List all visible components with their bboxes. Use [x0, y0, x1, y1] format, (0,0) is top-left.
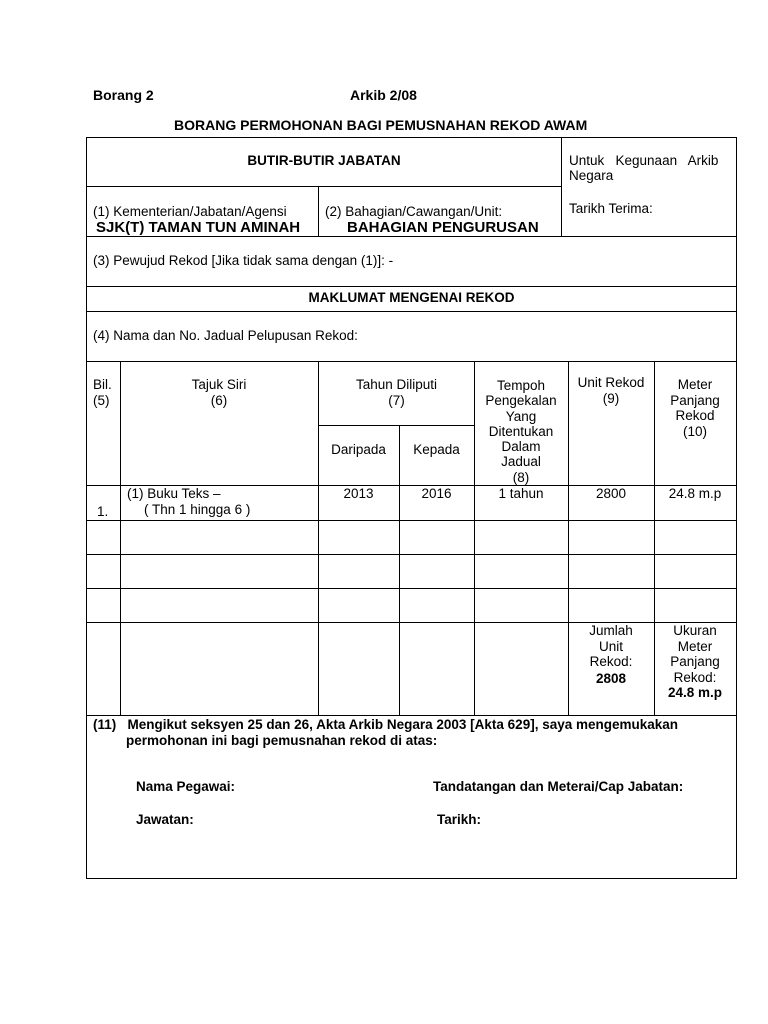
row-tajuk-line2: ( Thn 1 hingga 6 ) — [144, 502, 251, 517]
total-meter-value: 24.8 m.p — [667, 685, 723, 700]
ministry-value: SJK(T) TAMAN TUN AMINAH — [96, 219, 301, 236]
row-tempoh: 1 tahun — [498, 486, 544, 501]
header-bil: Bil. (5) — [93, 377, 112, 408]
header-daripada: Daripada — [331, 442, 386, 457]
declaration-text-cont: permohonan ini bagi pemusnahan rekod di atas: — [126, 733, 438, 748]
row-daripada: 2013 — [343, 486, 374, 501]
position-label: Jawatan: — [136, 812, 194, 827]
form-title: BORANG PERMOHONAN BAGI PEMUSNAHAN REKOD AWAM — [174, 117, 588, 133]
header-meter-panjang: Meter Panjang Rekod (10) — [670, 377, 720, 439]
received-date-label: Tarikh Terima: — [569, 201, 653, 216]
total-unit-value: 2808 — [595, 670, 627, 686]
header-tajuk-siri: Tajuk Siri (6) — [191, 377, 247, 408]
rekod-section-title: MAKLUMAT MENGENAI REKOD — [308, 290, 515, 305]
row-meter: 24.8 m.p — [668, 486, 722, 501]
jabatan-section-title: BUTIR-BUTIR JABATAN — [247, 153, 401, 168]
archive-use-label: Untuk Kegunaan Arkib Negara — [569, 153, 719, 183]
signature-stamp-label: Tandatangan dan Meterai/Cap Jabatan: — [433, 779, 684, 794]
ministry-label: (1) Kementerian/Jabatan/Agensi — [93, 204, 287, 219]
row-kepada: 2016 — [421, 486, 452, 501]
row-bil: 1. — [97, 504, 109, 519]
header-tempoh: Tempoh Pengekalan Yang Ditentukan Dalam Jadual (8) — [485, 378, 557, 485]
declaration-text: (11) Mengikut seksyen 25 dan 26, Akta Arkib Negara 2003 [Akta 629], saya mengemukakan — [93, 717, 679, 732]
disposal-schedule-label: (4) Nama dan No. Jadual Pelupusan Rekod: — [93, 328, 358, 343]
header-kepada: Kepada — [413, 442, 460, 457]
form-number: Borang 2 — [93, 87, 154, 103]
officer-name-label: Nama Pegawai: — [136, 779, 236, 794]
division-label: (2) Bahagian/Cawangan/Unit: — [325, 204, 503, 219]
row-unit-rekod: 2800 — [595, 486, 627, 501]
header-tahun-diliputi: Tahun Diliputi (7) — [355, 377, 438, 408]
record-creator-label: (3) Pewujud Rekod [Jika tidak sama dengan (1)]: - — [93, 253, 394, 268]
reference-number: Arkib 2/08 — [350, 87, 417, 103]
division-value: BAHAGIAN PENGURUSAN — [347, 219, 539, 236]
total-meter-panjang: Ukuran Meter Panjang Rekod: 24.8 m.p — [654, 623, 736, 701]
row-tajuk-line1: (1) Buku Teks – — [127, 486, 221, 501]
date-label: Tarikh: — [437, 812, 482, 827]
total-unit-rekod: Jumlah Unit Rekod: 2808 — [568, 623, 654, 686]
header-unit-rekod: Unit Rekod (9) — [577, 375, 645, 406]
